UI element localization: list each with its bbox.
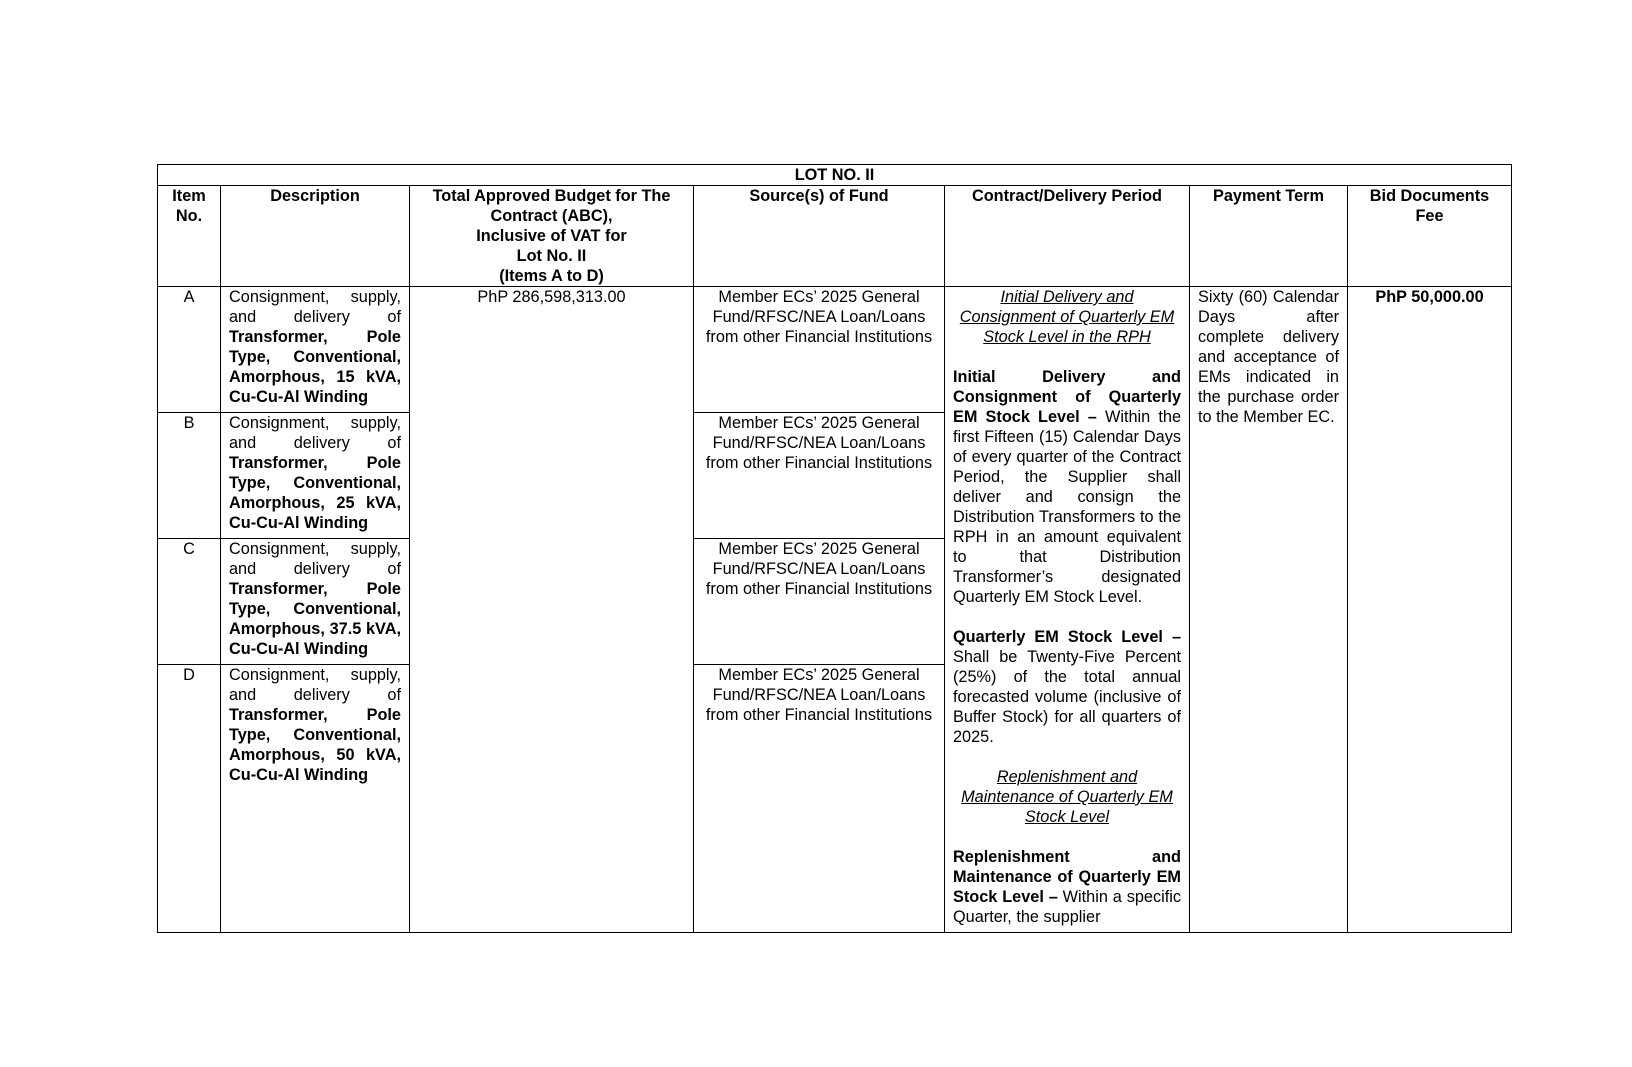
header-abc-line4: (Items A to D): [499, 267, 604, 285]
header-abc: [410, 186, 694, 287]
header-item-no: Item No.: [158, 186, 221, 287]
period-p3-bold: Replenishment and Maintenance of Quarterly EM Stock Level –: [953, 848, 1181, 906]
fund-source: Member ECs’ 2025 General Fund/RFSC/NEA Loan/Loans from other Financial Institutions: [694, 287, 945, 413]
header-payment: Payment Term: [1190, 186, 1348, 287]
item-description: [221, 664, 410, 932]
description-plain: Consignment, supply, and delivery of: [229, 665, 401, 704]
header-fee: Bid Documents Fee: [1348, 186, 1512, 287]
period-paragraph-replenishment: [953, 847, 1181, 927]
description-plain: Consignment, supply, and delivery of: [229, 413, 401, 452]
description-bold: Transformer, Pole Type, Conventional, Amorphous, 25 kVA, Cu-Cu-Al Winding: [229, 453, 401, 532]
table-row: [158, 287, 1512, 413]
period-p1-bold: Initial Delivery and Consignment of Quarterly EM Stock Level –: [953, 368, 1181, 426]
period-p1-text: Within the first Fifteen (15) Calendar Days of every quarter of the Contract Period, the Supplier shall deliver and consign the Distribution Transformers to the RPH in an amount equivalent to that Distribution Transformer’s designated Quarterly EM Stock Level.: [953, 408, 1181, 606]
lot-title: LOT NO. II: [158, 165, 1512, 186]
delivery-period-text: [953, 287, 1181, 932]
item-description: [221, 287, 410, 413]
delivery-period: [945, 287, 1190, 933]
description-bold: Transformer, Pole Type, Conventional, Amorphous, 50 kVA, Cu-Cu-Al Winding: [229, 705, 401, 784]
period-p3-text: Within a specific Quarter, the supplier: [953, 888, 1181, 926]
header-abc-line1: Total Approved Budget for The Contract (ABC),: [432, 187, 671, 225]
description-plain: Consignment, supply, and delivery of: [229, 539, 401, 578]
item-no: B: [158, 412, 221, 538]
description-bold: Transformer, Pole Type, Conventional, Amorphous, 37.5 kVA, Cu-Cu-Al Winding: [229, 579, 401, 658]
description-bold: Transformer, Pole Type, Conventional, Amorphous, 15 kVA, Cu-Cu-Al Winding: [229, 328, 401, 406]
procurement-table: [157, 164, 1512, 933]
item-no: C: [158, 538, 221, 664]
item-description: [221, 412, 410, 538]
description-plain: Consignment, supply, and delivery of: [229, 288, 401, 326]
period-paragraph-quarterly: [953, 627, 1181, 747]
header-period: Contract/Delivery Period: [945, 186, 1190, 287]
header-description: Description: [221, 186, 410, 287]
period-heading-initial: Initial Delivery and Consignment of Quarterly EM Stock Level in the RPH: [959, 288, 1175, 346]
header-abc-line2: Inclusive of VAT for: [476, 227, 627, 245]
item-description: [221, 538, 410, 664]
period-heading-replenishment: Replenishment and Maintenance of Quarterly EM Stock Level: [961, 768, 1173, 826]
header-source: Source(s) of Fund: [694, 186, 945, 287]
header-abc-line3: Lot No. II: [516, 247, 587, 265]
abc-amount: PhP 286,598,313.00: [410, 287, 694, 933]
fund-source: Member ECs’ 2025 General Fund/RFSC/NEA Loan/Loans from other Financial Institutions: [694, 412, 945, 538]
bid-documents-fee: PhP 50,000.00: [1348, 287, 1512, 933]
period-paragraph-initial: [953, 367, 1181, 607]
period-p2-text: Shall be Twenty-Five Percent (25%) of the total annual forecasted volume (inclusive of Buffer Stock) for all quarters of 2025.: [953, 648, 1181, 746]
fund-source: Member ECs’ 2025 General Fund/RFSC/NEA Loan/Loans from other Financial Institutions: [694, 664, 945, 932]
payment-term: Sixty (60) Calendar Days after complete delivery and acceptance of EMs indicated in the purchase order to the Member EC.: [1190, 287, 1348, 933]
item-no: D: [158, 664, 221, 932]
period-p2-bold: Quarterly EM Stock Level –: [953, 628, 1181, 646]
fund-source: Member ECs’ 2025 General Fund/RFSC/NEA Loan/Loans from other Financial Institutions: [694, 538, 945, 664]
item-no: A: [158, 287, 221, 413]
